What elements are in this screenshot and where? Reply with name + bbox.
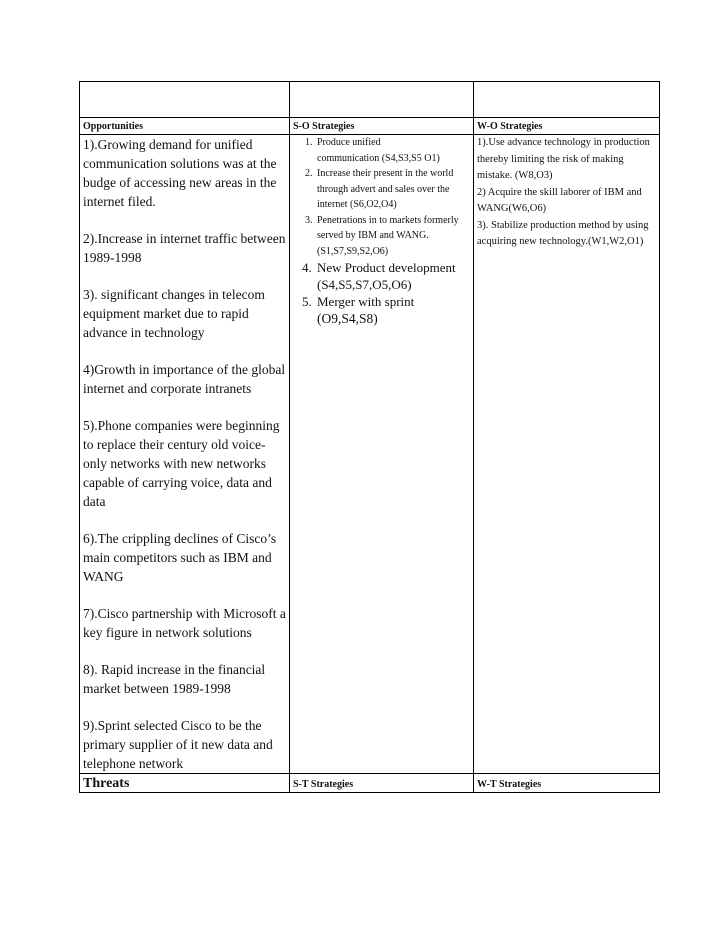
- so-strategy-item: [315, 213, 470, 260]
- threats-title: Threats: [83, 776, 130, 791]
- opportunity-item: 6).The crippling declines of Cisco’s main competitors such as IBM and WANG: [83, 531, 277, 584]
- opportunities-cell: [80, 135, 290, 774]
- so-strategy-text: Increase their present in the world through advert and sales over the internet (S6,O2,O4): [317, 168, 454, 210]
- opportunity-item: 4)Growth in importance of the global internet and corporate intranets: [83, 362, 286, 396]
- empty-cell: [474, 82, 660, 118]
- wo-strategies-header: W-O Strategies: [474, 118, 660, 135]
- wo-strategies-text: [477, 135, 656, 251]
- opportunity-item: 5).Phone companies were beginning to replace their century old voice-only networks with new networks capable of carrying voice, data and data: [83, 418, 280, 509]
- so-strategy-item: [315, 259, 470, 293]
- threats-row: [80, 774, 660, 793]
- so-strategy-text: Penetrations in to markets formerly served by IBM and WANG. (S1,S7,S9,S2,O6): [317, 214, 459, 257]
- so-strategy-item: [315, 135, 470, 166]
- st-strategies-title: S-T Strategies: [293, 779, 354, 790]
- wo-strategy-item: 1).Use advance technology in production thereby limiting the risk of making mistake. (W8,O3): [477, 137, 650, 181]
- wt-strategies-header: [474, 774, 660, 793]
- so-strategy-text: Produce unified: [317, 137, 381, 148]
- opportunity-item: 2).Increase in internet traffic between 1989-1998: [83, 231, 286, 265]
- empty-top-row: [80, 82, 660, 118]
- opportunity-item: 1).Growing demand for unified communication solutions was at the budge of accessing new areas in the internet filed.: [83, 137, 277, 209]
- so-strategy-codes: (S4,S5,S7,O5,O6): [317, 277, 412, 292]
- so-strategy-codes: communication (S4,S3,S5 O1): [317, 152, 440, 164]
- swot-matrix-table: [79, 81, 660, 793]
- wo-strategy-item: 2) Acquire the skill laborer of IBM and WANG(W6,O6): [477, 186, 642, 214]
- opportunity-item: 3). significant changes in telecom equipment market due to rapid advance in technology: [83, 287, 265, 340]
- so-strategy-text: New Product development: [317, 260, 456, 275]
- so-strategy-item: [315, 166, 470, 213]
- wo-strategy-item: 3). Stabilize production method by using acquiring new technology.(W1,W2,O1): [477, 219, 649, 247]
- so-strategy-codes: (O9,S4,S8): [317, 311, 378, 326]
- so-strategies-header: S-O Strategies: [290, 118, 474, 135]
- empty-cell: [290, 82, 474, 118]
- opportunity-item: 9).Sprint selected Cisco to be the primary supplier of it new data and telephone network: [83, 718, 273, 771]
- wt-strategies-title: W-T Strategies: [477, 779, 542, 790]
- opportunity-item: 7).Cisco partnership with Microsoft a key figure in network solutions: [83, 606, 286, 640]
- header-row: [80, 118, 660, 135]
- so-strategies-list: [293, 135, 470, 327]
- wo-strategies-cell: [474, 135, 660, 774]
- opportunity-item: 8). Rapid increase in the financial market between 1989-1998: [83, 662, 266, 696]
- so-strategy-text: Merger with sprint: [317, 294, 415, 309]
- threats-header: [80, 774, 290, 793]
- empty-cell: [80, 82, 290, 118]
- st-strategies-header: [290, 774, 474, 793]
- opportunities-row: [80, 135, 660, 774]
- opportunities-header: Opportunities: [80, 118, 290, 135]
- so-strategy-item: [315, 293, 470, 327]
- so-strategies-cell: [290, 135, 474, 774]
